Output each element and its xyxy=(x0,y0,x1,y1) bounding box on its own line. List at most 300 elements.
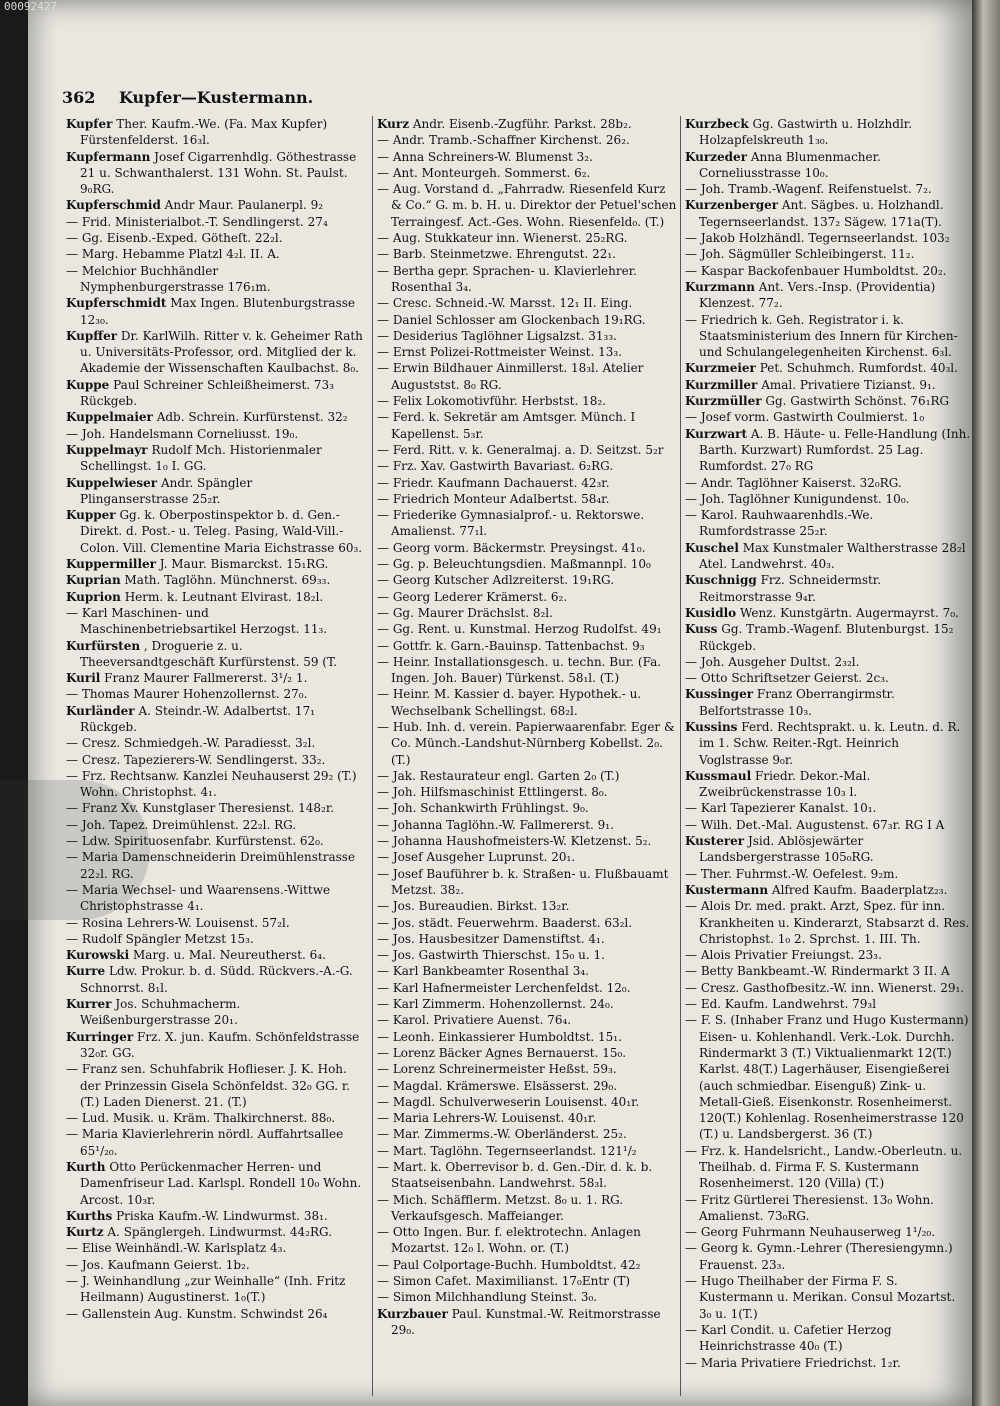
directory-entry xyxy=(66,572,364,588)
directory-entry xyxy=(377,817,677,833)
entry-surname: Kurfürsten xyxy=(66,638,141,653)
entry-text: A. Steindr.-W. Adalbertst. 17₁ Rückgeb. xyxy=(80,703,316,734)
directory-entry xyxy=(66,963,364,996)
directory-entry xyxy=(685,882,971,898)
page-header xyxy=(62,88,942,112)
directory-entry xyxy=(377,116,677,132)
entry-surname: Kurre xyxy=(66,964,106,979)
entry-surname: Kurzmiller xyxy=(685,377,758,392)
entry-text: — Ed. Kaufm. Landwehrst. 79₃l xyxy=(685,997,877,1012)
directory-entry xyxy=(685,1240,971,1273)
directory-entry xyxy=(377,1192,677,1225)
entry-text: — Ldw. Spirituosenfabr. Kurfürstenst. 62₀. xyxy=(66,834,324,849)
directory-entry xyxy=(377,849,677,865)
directory-entry xyxy=(66,149,364,198)
entry-text: — Friedr. Kaufmann Dachauerst. 42₃r. xyxy=(377,475,610,490)
entry-text: — Jos. Hausbesitzer Damenstiftst. 4₁. xyxy=(377,931,605,946)
entry-text: Otto Perückenmacher Herren- und Damenfriseur Lad. Karlspl. Rondell 10₀ Wohn. Arcost. 10₃r. xyxy=(80,1160,362,1207)
column-2 xyxy=(372,116,677,1396)
entry-text: — Josef vorm. Gastwirth Coulmierst. 1₀ xyxy=(685,410,925,425)
directory-entry xyxy=(66,703,364,736)
entry-text: Pet. Schuhmch. Rumfordst. 40₃l. xyxy=(759,361,958,376)
directory-entry xyxy=(685,360,971,376)
directory-entry xyxy=(377,915,677,931)
directory-entry xyxy=(377,866,677,899)
entry-surname: Kuppelwieser xyxy=(66,475,158,490)
directory-entry xyxy=(685,1273,971,1322)
directory-entry xyxy=(377,1273,677,1289)
directory-entry xyxy=(66,116,364,149)
directory-entry xyxy=(685,800,971,816)
entry-text: — Mart. k. Oberrevisor b. d. Gen.-Dir. d. k. b. Staatseisenbahn. Landwehrst. 58₃l. xyxy=(377,1160,653,1191)
entry-text: — Ernst Polizei-Rottmeister Weinst. 13₃. xyxy=(377,345,623,360)
entry-text: — Jos. städt. Feuerwehrm. Baaderst. 63₂l. xyxy=(377,915,633,930)
directory-entry xyxy=(685,817,971,833)
directory-entry xyxy=(685,898,971,947)
entry-text: — Maria Lehrers-W. Louisenst. 40₁r. xyxy=(377,1111,597,1126)
entry-text: — Magdal. Krämerswe. Elsässerst. 29₀. xyxy=(377,1078,618,1093)
entry-text: — Mart. Taglöhn. Tegernseerlandst. 121¹/₂ xyxy=(377,1143,637,1158)
entry-text: — Joh. Schankwirth Frühlingst. 9₀. xyxy=(377,801,589,816)
entry-text: — Heinr. Installationsgesch. u. techn. Bur. (Fa. Ingen. Joh. Bauer) Türkenst. 58₁l. (T.) xyxy=(377,654,662,686)
directory-entry xyxy=(66,947,364,963)
directory-entry xyxy=(66,230,364,246)
entry-surname: Kussmaul xyxy=(685,768,752,783)
entry-surname: Kuschel xyxy=(685,540,739,555)
directory-entry xyxy=(685,1192,971,1225)
directory-entry xyxy=(685,670,971,686)
directory-entry xyxy=(685,768,971,801)
entry-text: — Frz. Rechtsanw. Kanzlei Neuhauserst 29₂ (T.) Wohn. Christophst. 4₁. xyxy=(66,768,357,800)
entry-text: Max Kunstmaler Waltherstrasse 28₂l Atel. Landwehrst. 40₃. xyxy=(699,540,966,572)
directory-entry xyxy=(66,377,364,410)
entry-text: — Otto Schriftsetzer Geierst. 2c₃. xyxy=(685,671,889,686)
directory-entry xyxy=(377,181,677,230)
entry-surname: Kusterer xyxy=(685,834,745,849)
entry-surname: Kurrer xyxy=(66,997,112,1012)
entry-text: Amal. Privatiere Tizianst. 9₁. xyxy=(761,377,936,392)
directory-entry xyxy=(685,279,971,312)
entry-surname: Kupferschmid xyxy=(66,198,161,213)
entry-text: Math. Taglöhn. Münchnerst. 69₃₃. xyxy=(124,573,331,588)
directory-entry xyxy=(377,1012,677,1028)
entry-text: — Fritz Gürtlerei Theresienst. 13₀ Wohn. Amalienst. 73₀RG. xyxy=(685,1192,934,1223)
directory-entry xyxy=(685,540,971,573)
entry-surname: Kurtz xyxy=(66,1225,104,1240)
directory-entry xyxy=(66,263,364,296)
entry-text: — Daniel Schlosser am Glockenbach 19₁RG. xyxy=(377,312,646,327)
directory-entry xyxy=(66,931,364,947)
entry-text: — Johanna Taglöhn.-W. Fallmererst. 9₁. xyxy=(377,817,614,832)
entry-surname: Kupfer xyxy=(66,117,113,131)
entry-text: — Gg. p. Beleuchtungsdien. Maßmannpl. 10₀ xyxy=(377,557,651,572)
entry-text: Gg. Gastwirth u. Holzhdlr. Holzapfelskreuth 1₃₀. xyxy=(699,117,913,148)
entry-text: — Alois Dr. med. prakt. Arzt, Spez. für inn. Krankheiten u. Kinderarzt, Stabsarzt d. Res. Christophst. 1₀ 2. Sprchst. 1. III. Th. xyxy=(685,899,970,946)
entry-surname: Kuprion xyxy=(66,589,121,604)
entry-surname: Kurowski xyxy=(66,948,130,963)
directory-entry xyxy=(66,246,364,262)
directory-entry xyxy=(377,475,677,491)
entry-text: — Mar. Zimmerms.-W. Oberländerst. 25₂. xyxy=(377,1127,627,1142)
directory-entry xyxy=(685,963,971,979)
entry-surname: Kurzmann xyxy=(685,279,755,294)
directory-entry xyxy=(377,1094,677,1110)
directory-entry xyxy=(685,572,971,605)
directory-entry xyxy=(377,230,677,246)
directory-entry xyxy=(66,768,364,801)
entry-text: Anna Blumenmacher. Corneliusstrasse 10₀. xyxy=(699,149,881,180)
directory-entry xyxy=(685,393,971,409)
entry-text: — Gallenstein Aug. Kunstm. Schwindst 26₄ xyxy=(66,1306,328,1321)
entry-surname: Kusidlo xyxy=(685,605,737,620)
directory-entry xyxy=(377,1061,677,1077)
entry-text: — Friedrich Monteur Adalbertst. 58₄r. xyxy=(377,491,610,506)
entry-text: — Frid. Ministerialbot.-T. Sendlingerst. 27₄ xyxy=(66,214,328,229)
next-page-edge xyxy=(972,0,1000,1406)
directory-entry xyxy=(66,800,364,816)
entry-text: — Joh. Sägmüller Schleibingerst. 11₂. xyxy=(685,247,915,262)
entry-text: Andr. Eisenb.-Zugführ. Parkst. 28b₂. xyxy=(412,117,632,131)
directory-entry xyxy=(66,409,364,425)
entry-text: — Friederike Gymnasialprof.- u. Rektorswe. Amalienst. 77₁l. xyxy=(377,508,645,539)
entry-text: — Frz. k. Handelsricht., Landw.-Oberleutn. u. Theilhab. d. Firma F. S. Kustermann Rosenheimerst. 120 (Villa) (T.) xyxy=(685,1143,963,1191)
entry-text: — Andr. Taglöhner Kaiserst. 32₀RG. xyxy=(685,475,902,490)
entry-text: Rudolf Mch. Historienmaler Schellingst. 1₀ I. GG. xyxy=(80,442,322,474)
entry-text: Gg. Gastwirth Schönst. 76₁RG xyxy=(765,394,950,409)
entry-text: — Wilh. Det.-Mal. Augustenst. 67₃r. RG I A xyxy=(685,817,945,832)
column-3 xyxy=(680,116,971,1396)
entry-text: — Josef Bauführer b. k. Straßen- u. Flußbauamt Metzst. 38₂. xyxy=(377,866,669,897)
entry-text: Herm. k. Leutnant Elvirast. 18₂l. xyxy=(124,589,324,604)
directory-entry xyxy=(377,589,677,605)
entry-surname: Kupffer xyxy=(66,328,118,343)
entry-text: — Aug. Vorstand d. „Fahrradw. Riesenfeld Kurz & Co.“ G. m. b. H. u. Direktor der Petuel'schen Terraingesf. Act.-Ges. Wohn. Riesenfeld₀. (T.) xyxy=(377,182,677,229)
directory-entry xyxy=(685,947,971,963)
directory-entry xyxy=(377,1306,677,1339)
directory-entry xyxy=(66,670,364,686)
directory-entry xyxy=(685,833,971,866)
entry-text: — Lorenz Bäcker Agnes Bernauerst. 15₀. xyxy=(377,1045,627,1060)
directory-entry xyxy=(66,1224,364,1240)
directory-entry xyxy=(685,1322,971,1355)
entry-text: — Georg k. Gymn.-Lehrer (Theresiengymn.) Frauenst. 23₃. xyxy=(685,1241,953,1272)
directory-entry xyxy=(377,1045,677,1061)
entry-text: Ther. Kaufm.-We. (Fa. Max Kupfer) Fürstenfelderst. 16₃l. xyxy=(80,117,328,148)
directory-entry xyxy=(685,426,971,475)
directory-entry xyxy=(377,963,677,979)
directory-entry xyxy=(66,1257,364,1273)
entry-text: — Jos. Gastwirth Thierschst. 15₀ u. 1. xyxy=(377,948,605,963)
directory-entry xyxy=(377,1110,677,1126)
directory-entry xyxy=(66,638,364,671)
entry-surname: Kurth xyxy=(66,1160,106,1174)
directory-entry xyxy=(377,980,677,996)
directory-entry xyxy=(685,686,971,719)
entry-surname: Kurzmüller xyxy=(685,394,762,409)
entry-text: — Joh. Hilfsmaschinist Ettlingerst. 8₀. xyxy=(377,785,608,800)
entry-text: — Cresz. Tapezierers-W. Sendlingerst. 33₂. xyxy=(66,752,326,767)
directory-entry xyxy=(685,263,971,279)
entry-text: — Thomas Maurer Hohenzollernst. 27₀. xyxy=(66,687,308,702)
directory-entry xyxy=(377,360,677,393)
directory-entry xyxy=(66,197,364,213)
entry-text: Ldw. Prokur. b. d. Südd. Rückvers.-A.-G. Schnorrst. 8₁l. xyxy=(80,964,353,995)
directory-entry xyxy=(377,686,677,719)
entry-text: — Karl Condit. u. Cafetier Herzog Heinrichstrasse 40₀ (T.) xyxy=(685,1322,892,1354)
entry-surname: Kurringer xyxy=(66,1029,134,1044)
directory-entry xyxy=(685,1355,971,1371)
entry-text: — Karl Zimmerm. Hohenzollernst. 24₀. xyxy=(377,997,614,1012)
directory-entry xyxy=(66,1208,364,1224)
entry-text: — Betty Bankbeamt.-W. Rindermarkt 3 II. A xyxy=(685,964,950,979)
entry-text: — Andr. Tramb.-Schaffner Kirchenst. 26₂. xyxy=(377,133,630,148)
directory-entry xyxy=(66,882,364,915)
entry-text: — Karl Bankbeamter Rosenthal 3₄. xyxy=(377,964,589,979)
directory-entry xyxy=(66,1061,364,1110)
directory-entry xyxy=(377,540,677,556)
entry-text: — Karol. Rauhwaarenhdls.-We. Rumfordstrasse 25₂r. xyxy=(685,508,874,539)
entry-text: — Joh. Tramb.-Wagenf. Reifenstuelst. 7₂. xyxy=(685,182,932,197)
entry-text: — Leonh. Einkassierer Humboldtst. 15₁. xyxy=(377,1029,622,1044)
directory-entry xyxy=(377,719,677,768)
entry-text: — Joh. Ausgeher Dultst. 2₃₂l. xyxy=(685,654,860,669)
directory-entry xyxy=(377,312,677,328)
entry-text: Alfred Kaufm. Baaderplatz₂₃. xyxy=(771,882,948,897)
entry-text: Priska Kaufm.-W. Lindwurmst. 38₁. xyxy=(116,1208,328,1223)
entry-text: — Cresz. Gasthofbesitz.-W. inn. Wienerst. 29₁. xyxy=(685,980,965,995)
directory-entry xyxy=(685,866,971,882)
entry-text: — Simon Milchhandlung Steinst. 3₀. xyxy=(377,1290,598,1305)
entry-surname: Kupper xyxy=(66,508,116,523)
entry-text: Marg. u. Mal. Neureutherst. 6₄. xyxy=(133,948,326,963)
entry-surname: Kuppelmaier xyxy=(66,410,153,425)
directory-entry xyxy=(685,181,971,197)
entry-text: Friedr. Dekor.-Mal. Zweibrückenstrasse 10₃ l. xyxy=(699,768,871,800)
entry-text: — Friedrich k. Geh. Registrator i. k. Staatsministerium des Innern für Kirchen- und Schulangelegenheiten Kirchenst. 6₃l. xyxy=(685,312,958,360)
entry-text: — Felix Lokomotivführ. Herbstst. 18₂. xyxy=(377,394,606,409)
directory-entry xyxy=(377,1126,677,1142)
entry-text: — Maria Wechsel- und Waarensens.-Wittwe Christophstrasse 4₁. xyxy=(66,882,331,914)
directory-entry xyxy=(66,849,364,882)
directory-entry xyxy=(685,605,971,621)
entry-text: — Karol. Privatiere Auenst. 76₄. xyxy=(377,1013,572,1028)
entry-text: — Ther. Fuhrmst.-W. Oefelest. 9₂m. xyxy=(685,866,899,881)
entry-text: Andr. Spängler Plinganserstrasse 25₂r. xyxy=(80,475,253,506)
directory-entry xyxy=(685,980,971,996)
page-number: 362 xyxy=(62,88,96,107)
entry-surname: Kurz xyxy=(377,117,410,131)
directory-entry xyxy=(66,295,364,328)
directory-entry xyxy=(66,556,364,572)
directory-entry xyxy=(66,1159,364,1208)
directory-entry xyxy=(66,589,364,605)
directory-entry xyxy=(685,654,971,670)
entry-text: — Mich. Schäfflerm. Metzst. 8₀ u. 1. RG. Verkaufsgesch. Maffeianger. xyxy=(377,1192,624,1223)
entry-text: — Desiderius Taglöhner Ligsalzst. 31₃₃. xyxy=(377,328,617,343)
entry-text: — Kaspar Backofenbauer Humboldtst. 20₂. xyxy=(685,263,947,278)
entry-text: — Cresz. Schmiedgeh.-W. Paradiesst. 3₂l. xyxy=(66,736,316,751)
entry-text: — Alois Privatier Freiungst. 23₃. xyxy=(685,948,882,963)
entry-text: — Georg Lederer Krämerst. 6₂. xyxy=(377,589,568,604)
entry-text: — Ferd. k. Sekretär am Amtsger. Münch. I Kapellenst. 5₃r. xyxy=(377,410,636,441)
entry-text: Max Ingen. Blutenburgstrasse 12₃₀. xyxy=(80,296,356,327)
entry-text: Frz. Schneidermstr. Reitmorstrasse 9₄r. xyxy=(699,573,882,604)
directory-entry xyxy=(66,1306,364,1322)
directory-entry xyxy=(66,686,364,702)
entry-text: — Gg. Eisenb.-Exped. Götheſt. 22₂l. xyxy=(66,231,283,246)
directory-entry xyxy=(377,328,677,344)
directory-entry xyxy=(377,1078,677,1094)
directory-entry xyxy=(66,1110,364,1126)
entry-text: — Melchior Buchhändler Nymphenburgerstrasse 176₁m. xyxy=(66,263,271,294)
entry-text: — Bertha gepr. Sprachen- u. Klavierlehrer. Rosenthal 3₄. xyxy=(377,263,637,294)
directory-entry xyxy=(377,295,677,311)
entry-surname: Kupferschmidt xyxy=(66,296,167,311)
directory-entry xyxy=(377,768,677,784)
entry-surname: Kurths xyxy=(66,1208,113,1223)
entry-surname: Kurzbauer xyxy=(377,1306,448,1321)
entry-text: Andr Maur. Paulanerpl. 9₂ xyxy=(164,198,324,213)
entry-text: — Georg Kutscher Adlzreiterst. 19₁RG. xyxy=(377,573,615,588)
entry-surname: Kuss xyxy=(685,622,718,637)
directory-entry xyxy=(685,1143,971,1192)
entry-text: — Gottfr. k. Garn.-Bauinsp. Tattenbachst. 9₃ xyxy=(377,638,645,653)
entry-surname: Kurzmeier xyxy=(685,361,756,376)
directory-entry xyxy=(377,1159,677,1192)
entry-text: — Ferd. Ritt. v. k. Generalmaj. a. D. Seitzst. 5₂r xyxy=(377,442,664,457)
entry-surname: Kussins xyxy=(685,719,738,734)
entry-text: — Maria Privatiere Friedrichst. 1₂r. xyxy=(685,1355,901,1370)
directory-entry xyxy=(685,312,971,361)
entry-text: Franz Oberrangirmstr. Belfortstrasse 10₃. xyxy=(699,687,895,718)
entry-surname: Kuppelmayr xyxy=(66,442,148,457)
directory-entry xyxy=(66,1240,364,1256)
entry-text: — Rosina Lehrers-W. Louisenst. 57₂l. xyxy=(66,915,290,930)
entry-text: — Joh. Taglöhner Kunigundenst. 10₀. xyxy=(685,491,910,506)
entry-text: — Cresc. Schneid.-W. Marsst. 12₁ II. Eing. xyxy=(377,296,633,311)
directory-entry xyxy=(685,996,971,1012)
directory-entry xyxy=(685,491,971,507)
directory-entry xyxy=(377,833,677,849)
running-title: Kupfer—Kustermann. xyxy=(118,88,314,107)
directory-entry xyxy=(685,377,971,393)
entry-text: — Franz Xv. Kunstglaser Theresienst. 148₂r. xyxy=(66,801,335,816)
entry-surname: Kurzeder xyxy=(685,149,748,164)
directory-entry xyxy=(377,996,677,1012)
entry-text: Jsid. Ablösjewärter Landsbergerstrasse 105₀RG. xyxy=(699,834,874,865)
entry-surname: Kuprian xyxy=(66,573,121,588)
entry-surname: Kuschnigg xyxy=(685,573,757,588)
directory-entry xyxy=(66,605,364,638)
entry-text: — Ant. Monteurgeh. Sommerst. 6₂. xyxy=(377,165,591,180)
directory-entry xyxy=(377,800,677,816)
directory-entry xyxy=(685,197,971,230)
directory-entry xyxy=(377,393,677,409)
directory-entry xyxy=(377,1224,677,1257)
directory-entry xyxy=(377,149,677,165)
directory-entry xyxy=(377,931,677,947)
directory-entry xyxy=(377,491,677,507)
directory-entry xyxy=(685,621,971,654)
entry-surname: Kustermann xyxy=(685,882,769,897)
directory-entry xyxy=(377,898,677,914)
entry-text: — Jak. Restaurateur engl. Garten 2₀ (T.) xyxy=(377,768,620,783)
entry-text: Josef Cigarrenhdlg. Göthestrasse 21 u. Schwanthalerst. 131 Wohn. St. Paulst. 9₀RG. xyxy=(80,149,357,197)
entry-text: Ant. Vers.-Insp. (Providentia) Klenzest. 77₂. xyxy=(699,279,936,311)
directory-entry xyxy=(66,442,364,475)
entry-surname: Kuppermiller xyxy=(66,557,156,572)
entry-surname: Kurländer xyxy=(66,703,135,718)
directory-entry xyxy=(66,817,364,833)
entry-text: — Elise Weinhändl.-W. Karlsplatz 4₃. xyxy=(66,1241,287,1256)
entry-surname: Kussinger xyxy=(685,687,754,702)
directory-entry xyxy=(685,149,971,182)
directory-entry xyxy=(377,1143,677,1159)
entry-text: — Simon Cafet. Maximilianst. 17₀Entr (T) xyxy=(377,1274,631,1289)
directory-entry xyxy=(377,246,677,262)
entry-text: — F. S. (Inhaber Franz und Hugo Kustermann) Eisen- u. Kohlenhandl. Verk.-Lok. Durchh. Rindermarkt 3 (T.) Viktualienmarkt 12(T.) Karlst. 48(T.) Lagerhäuser, Eisengießerei (auch schmiedbar. Eisenguß) Zink- u. Metall-Gieß. Eisenkonstr. Rosenheimerst. 120(T.) Kohlenlag. Rosenheimerstrasse 120 (T.) u. Landsbergerst. 36 (T.) xyxy=(685,1013,969,1142)
entry-text: — Gg. Maurer Drächslst. 8₂l. xyxy=(377,605,553,620)
directory-entry xyxy=(377,263,677,296)
entry-text: — Heinr. M. Kassier d. bayer. Hypothek.- u. Wechselbank Schellingst. 68₂l. xyxy=(377,687,642,718)
entry-text: Jos. Schuhmacherm. Weißenburgerstrasse 20₁. xyxy=(80,997,241,1028)
directory-entry xyxy=(377,507,677,540)
directory-entry xyxy=(66,426,364,442)
entry-surname: Kupfermann xyxy=(66,149,151,164)
directory-entry xyxy=(377,638,677,654)
entry-surname: Kurzbeck xyxy=(685,117,749,131)
directory-entry xyxy=(66,735,364,751)
directory-entry xyxy=(377,621,677,637)
entry-text: Ant. Sägbes. u. Holzhandl. Tegernseerlandst. 137₂ Sägew. 171a(T). xyxy=(699,198,944,229)
directory-entry xyxy=(377,409,677,442)
directory-entry xyxy=(66,328,364,377)
directory-entry xyxy=(66,1273,364,1306)
entry-text: Franz Maurer Fallmererst. 3¹/₂ 1. xyxy=(104,671,308,686)
entry-text: A. B. Häute- u. Felle-Handlung (Inh. Barth. Kurzwart) Rumfordst. 25 Lag. Rumfordst. 27₀ RG xyxy=(699,426,971,474)
directory-entry xyxy=(685,719,971,768)
entry-text: — Joh. Tapez. Dreimühlenst. 22₂l. RG. xyxy=(66,817,297,832)
directory-entry xyxy=(377,1289,677,1305)
directory-entry xyxy=(685,230,971,246)
entry-text: , Droguerie z. u. Theeversandtgeschäft Kurfürstenst. 59 (T. xyxy=(80,638,338,669)
directory-entry xyxy=(66,833,364,849)
entry-text: — J. Weinhandlung „zur Weinhalle“ (Inh. Fritz Heilmann) Augustinerst. 1₀(T.) xyxy=(66,1274,346,1305)
directory-entry xyxy=(377,344,677,360)
entry-text: — Otto Ingen. Bur. f. elektrotechn. Anlagen Mozartst. 12₀ l. Wohn. or. (T.) xyxy=(377,1225,641,1256)
entry-text: — Gg. Rent. u. Kunstmal. Herzog Rudolfst. 49₁ xyxy=(377,622,662,637)
directory-entry xyxy=(685,116,971,149)
directory-entry xyxy=(377,556,677,572)
entry-text: — Georg Fuhrmann Neuhauserweg 1¹/₂₀. xyxy=(685,1225,936,1240)
entry-text: — Lorenz Schreinermeister Heßst. 59₃. xyxy=(377,1062,617,1077)
entry-text: A. Spänglergeh. Lindwurmst. 44₂RG. xyxy=(107,1225,333,1240)
entry-text: Frz. X. jun. Kaufm. Schönfeldstrasse 32₀r. GG. xyxy=(80,1029,360,1060)
directory-entry xyxy=(377,572,677,588)
entry-text: J. Maur. Bismarckst. 15₁RG. xyxy=(159,557,329,572)
entry-surname: Kurzwart xyxy=(685,426,747,441)
entry-surname: Kurzenberger xyxy=(685,198,779,213)
entry-text: — Barb. Steinmetzwe. Ehrengutst. 22₁. xyxy=(377,247,616,262)
entry-text: — Hub. Inh. d. verein. Papierwaarenfabr. Eger & Co. Münch.-Landshut-Nürnberg Kobellst. 2₀. (T.) xyxy=(377,719,675,767)
directory-entry xyxy=(66,1126,364,1159)
entry-text: — Josef Ausgeher Luprunst. 20₁. xyxy=(377,850,576,865)
directory-entry xyxy=(685,1224,971,1240)
directory-entry xyxy=(66,1029,364,1062)
entry-text: — Magdl. Schulverweserin Louisenst. 40₁r. xyxy=(377,1094,640,1109)
directory-entry xyxy=(685,475,971,491)
entry-text: — Frz. Xav. Gastwirth Bavariast. 6₂RG. xyxy=(377,459,614,474)
